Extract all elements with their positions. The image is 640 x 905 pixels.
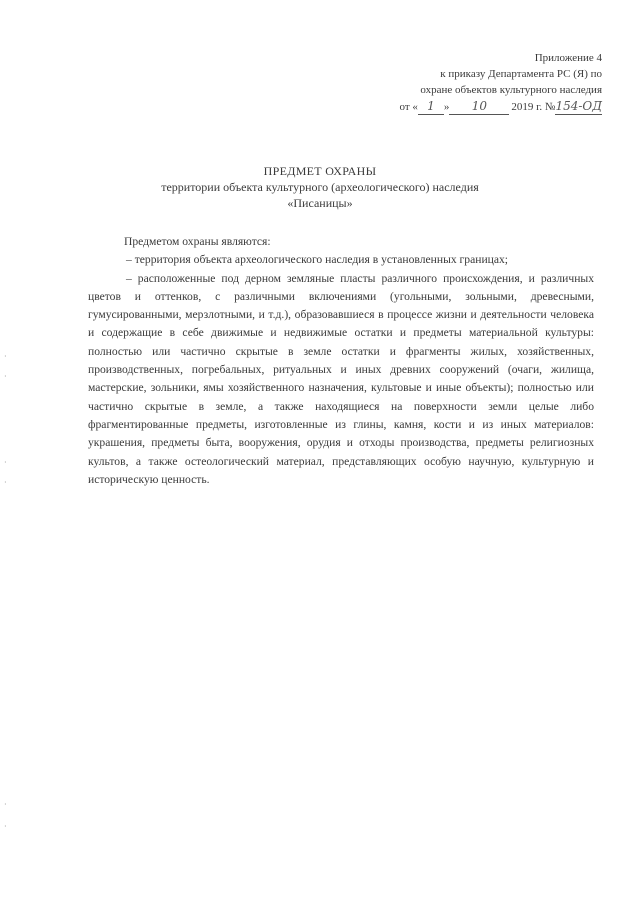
scan-margin-mark: · — [4, 800, 7, 809]
date-month: 10 — [449, 98, 509, 115]
appendix-department: охране объектов культурного наследия — [420, 84, 602, 96]
order-number: 154-ОД — [555, 99, 602, 113]
body-item-layers: – расположенные под дерном земляные пласты различного происхождения, и различных цветов и оттенков, с различными включениями (угольными, зольными, древесными, гумусированными, мерзлотными, и т.д.), образовавшиеся в процессе жизни и деятельности человека и содержащие в себе движимые и недвижимые остатки и предметы материальной культуры: полностью или частично скрытые в земле остатки и фрагменты жилых, хозяйственных, производственных, погребальных, ритуальных и иных древних сооружений (очаги, жилища, мастерские, зольники, ямы хозяйственного назначения, культовые и иные объекты); полностью или частично скрытые в земле, а также находящиеся на поверхности земли целые либо фрагментированные предметы, изготовленные из глины, камня, кости и из иных материалов: украшения, предметы быта, вооружения, орудия и отходы производства, предметы религиозных культов, а также остеологический материал, представляющих особую научную, культурную и историческую ценность. — [88, 271, 594, 486]
document-subtitle: территории объекта культурного (археологического) наследия — [161, 180, 479, 194]
appendix-date-line — [372, 98, 602, 115]
date-year: 2019 г. № — [511, 101, 556, 113]
title-block — [0, 163, 640, 211]
object-name: «Писаницы» — [287, 196, 353, 210]
document-title: ПРЕДМЕТ ОХРАНЫ — [263, 164, 377, 178]
date-prefix: от « — [399, 101, 418, 113]
appendix-header — [372, 50, 602, 115]
date-day: 1 — [418, 98, 444, 115]
body-item-territory: – территория объекта археологического наследия в установленных границах; — [126, 253, 509, 267]
scan-margin-mark: · — [4, 372, 7, 381]
scan-margin-mark: · — [4, 478, 7, 487]
scan-margin-mark: · — [4, 822, 7, 831]
appendix-number: Приложение 4 — [534, 52, 602, 64]
scan-margin-mark: · — [4, 352, 7, 361]
appendix-order-ref: к приказу Департамента РС (Я) по — [440, 68, 602, 80]
scan-margin-mark: · — [4, 458, 7, 467]
document-body — [88, 233, 594, 489]
date-mid: » — [443, 101, 450, 113]
body-intro: Предметом охраны являются: — [124, 235, 271, 248]
